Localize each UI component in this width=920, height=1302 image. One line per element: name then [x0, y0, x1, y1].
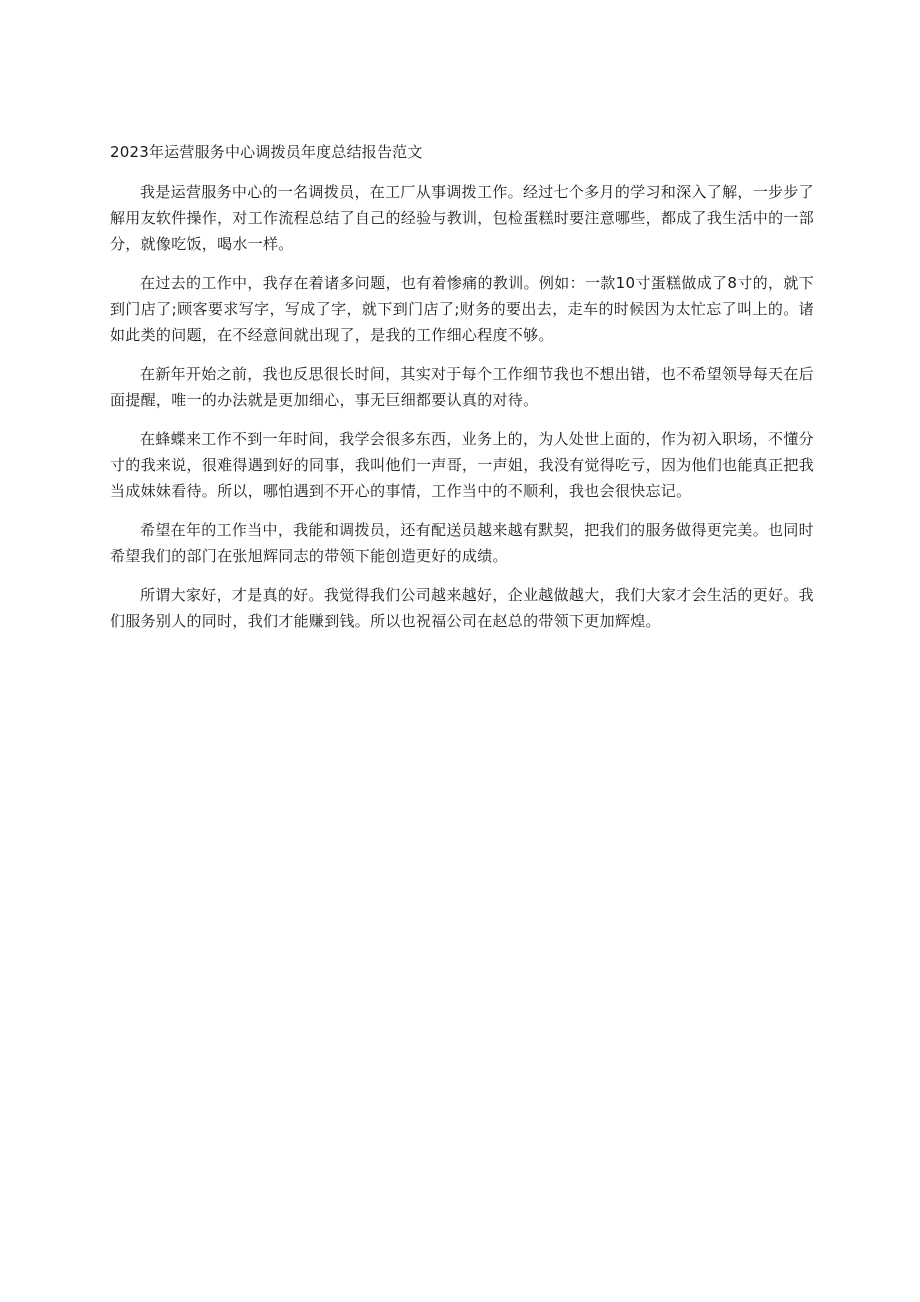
- paragraph-1: 我是运营服务中心的一名调拨员，在工厂从事调拨工作。经过七个多月的学习和深入了解，一步步了解用友软件操作，对工作流程总结了自己的经验与教训，包检蛋糕时要注意哪些，都成了我生活中的一部分，就像吃饭，喝水一样。: [110, 183, 814, 253]
- paragraph-5: 希望在年的工作当中，我能和调拨员，还有配送员越来越有默契，把我们的服务做得更完美。也同时希望我们的部门在张旭辉同志的带领下能创造更好的成绩。: [110, 521, 814, 565]
- paragraph-4: 在蜂蝶来工作不到一年时间，我学会很多东西，业务上的，为人处世上面的，作为初入职场，不懂分寸的我来说，很难得遇到好的同事，我叫他们一声哥，一声姐，我没有觉得吃亏，因为他们也能真正把我当成妹妹看待。所以，哪怕遇到不开心的事情，工作当中的不顺利，我也会很快忘记。: [110, 430, 814, 500]
- paragraph-6: 所谓大家好，才是真的好。我觉得我们公司越来越好，企业越做越大，我们大家才会生活的更好。我们服务别人的同时，我们才能赚到钱。所以也祝福公司在赵总的带领下更加辉煌。: [110, 586, 814, 630]
- paragraph-2: 在过去的工作中，我存在着诸多问题，也有着惨痛的教训。例如：一款10寸蛋糕做成了8寸的，就下到门店了;顾客要求写字，写成了字，就下到门店了;财务的要出去，走车的时候因为太忙忘了叫上的。诸如此类的问题，在不经意间就出现了，是我的工作细心程度不够。: [110, 274, 814, 344]
- paragraph-3: 在新年开始之前，我也反思很长时间，其实对于每个工作细节我也不想出错，也不希望领导每天在后面提醒，唯一的办法就是更加细心，事无巨细都要认真的对待。: [110, 365, 814, 409]
- document-title: 2023年运营服务中心调拨员年度总结报告范文: [110, 143, 423, 161]
- document-body: [110, 141, 814, 647]
